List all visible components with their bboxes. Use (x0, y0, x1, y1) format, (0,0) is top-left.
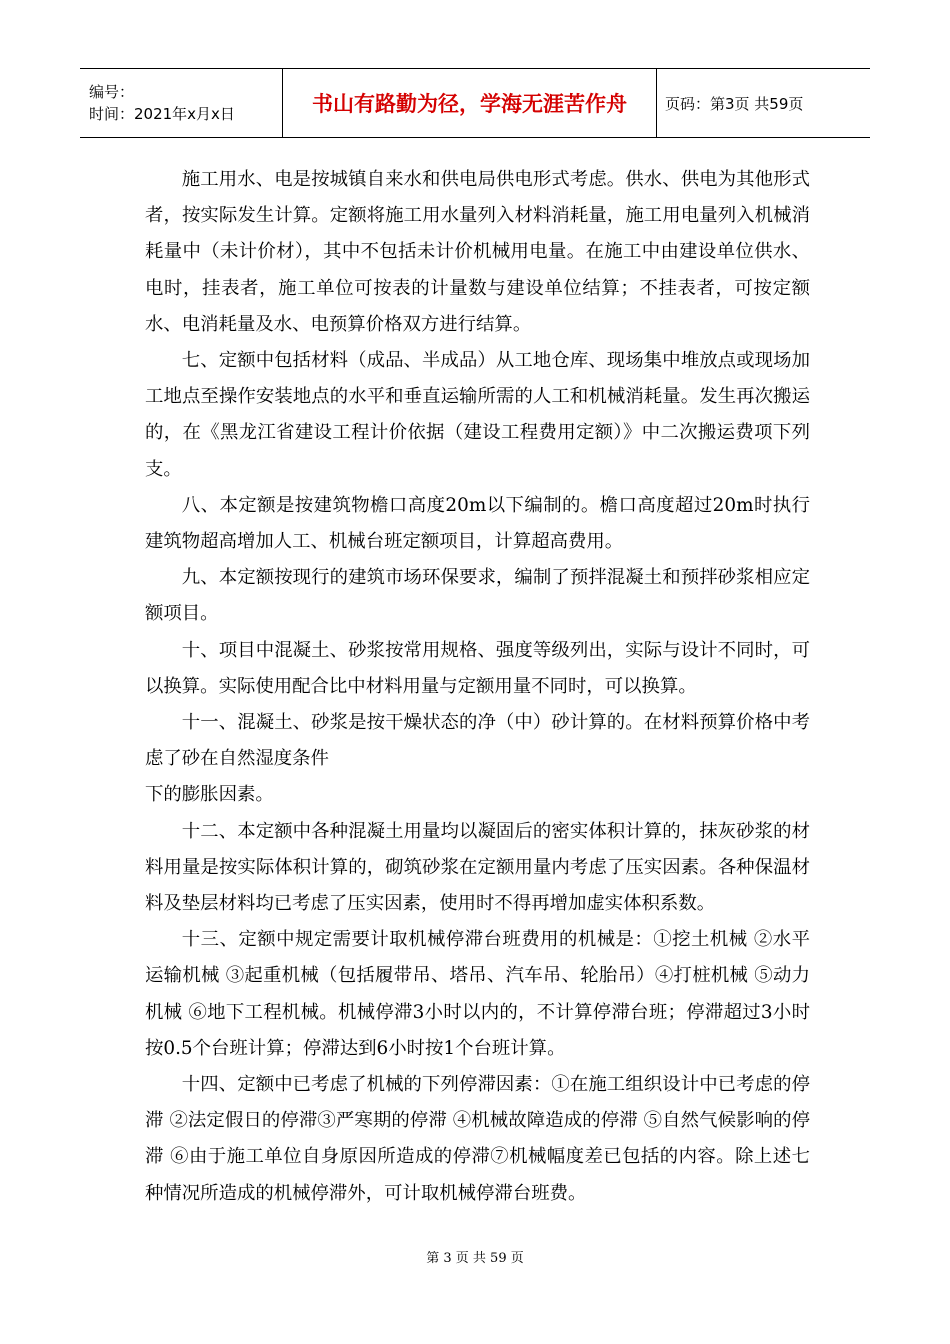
paragraph-11-continued: 下的膨胀因素。 (145, 784, 274, 806)
paragraph-7: 七、定额中包括材料（成品、半成品）从工地仓库、现场集中堆放点或现场加工地点至操作安装地点的水平和垂直运输所需的人工和机械消耗量。发生再次搬运的，在《黑龙江省建设工程计价依据（建设工程费用定额）》中二次搬运费项下列支。 (145, 350, 810, 480)
paragraph-water-electricity: 施工用水、电是按城镇自来水和供电局供电形式考虑。供水、供电为其他形式者，按实际发生计算。定额将施工用水量列入材料消耗量，施工用电量列入机械消耗量中（未计价材），其中不包括未计价机械用电量。在施工中由建设单位供水、电时，挂表者，施工单位可按表的计量数与建设单位结算；不挂表者，可按定额水、电消耗量及水、电预算价格双方进行结算。 (145, 169, 810, 335)
header-motto (283, 69, 657, 137)
paragraph-13: 十三、定额中规定需要计取机械停滞台班费用的机械是：①挖土机械 ②水平运输机械 ③起重机械（包括履带吊、塔吊、汽车吊、轮胎吊）④打桩机械 ⑤动力机械 ⑥地下工程机械。机械停滞3小时以内的，不计算停滞台班；停滞超过3小时按0.5个台班计算；停滞达到6小时按1个台班计算。 (145, 929, 810, 1059)
page-footer (0, 1247, 950, 1266)
document-number-label: 编号： (89, 83, 135, 101)
paragraph-11: 十一、混凝土、砂浆是按干燥状态的净（中）砂计算的。在材料预算价格中考虑了砂在自然湿度条件 (145, 712, 810, 770)
page-header (80, 68, 870, 138)
paragraph-12: 十二、本定额中各种混凝土用量均以凝固后的密实体积计算的，抹灰砂浆的材料用量是按实际体积计算的，砌筑砂浆在定额用量内考虑了压实因素。各种保温材料及垫层材料均已考虑了压实因素，使用时不得再增加虚实体积系数。 (145, 820, 810, 915)
footer-page-number: 第 3 页 共 59 页 (426, 1251, 524, 1266)
document-time-label: 时间：2021年x月x日 (89, 105, 235, 123)
header-meta (80, 69, 283, 137)
header-page-info (657, 69, 870, 137)
paragraph-9: 九、本定额按现行的建筑市场环保要求，编制了预拌混凝土和预拌砂浆相应定额项目。 (145, 567, 810, 625)
document-body (145, 162, 810, 1212)
page-number-label: 页码：第3页 共59页 (665, 94, 804, 113)
paragraph-10: 十、项目中混凝土、砂浆按常用规格、强度等级列出，实际与设计不同时，可以换算。实际使用配合比中材料用量与定额用量不同时，可以换算。 (145, 639, 810, 697)
paragraph-8: 八、本定额是按建筑物檐口高度20m以下编制的。檐口高度超过20m时执行建筑物超高增加人工、机械台班定额项目，计算超高费用。 (145, 494, 810, 553)
motto-text: 书山有路勤为径，学海无涯苦作舟 (312, 92, 627, 116)
paragraph-14: 十四、定额中已考虑了机械的下列停滞因素：①在施工组织设计中已考虑的停滞 ②法定假日的停滞③严寒期的停滞 ④机械故障造成的停滞 ⑤自然气候影响的停滞 ⑥由于施工单位自身原因所造成的停滞⑦机械幅度差已包括的内容。除上述七种情况所造成的机械停滞外，可计取机械停滞台班费。 (145, 1074, 810, 1204)
